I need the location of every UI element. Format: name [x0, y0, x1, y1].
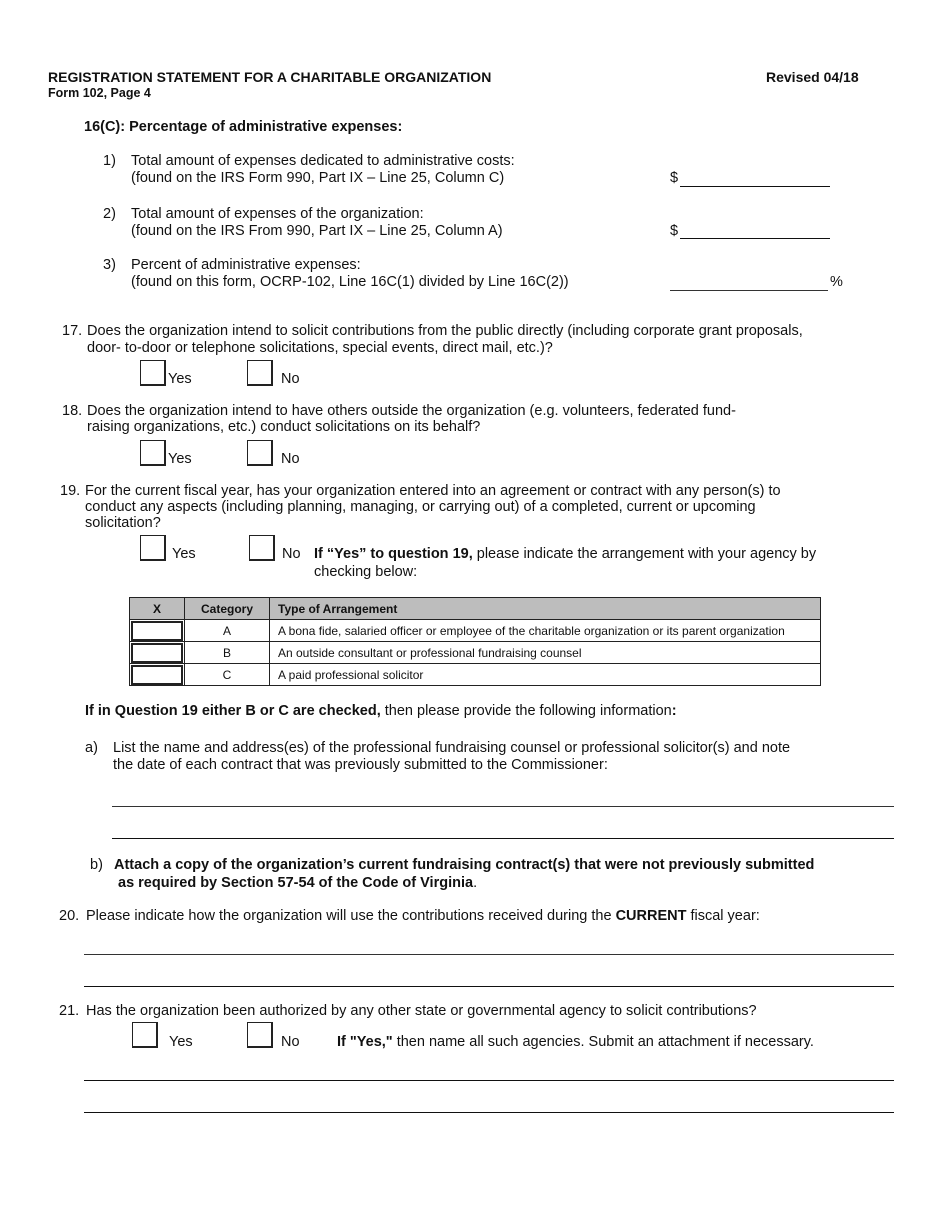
header-x: X	[130, 598, 185, 620]
q18-line1: Does the organization intend to have others outside the organization (e.g. volunteers, federated fund-	[87, 403, 736, 419]
form-title: REGISTRATION STATEMENT FOR A CHARITABLE ORGANIZATION	[48, 69, 492, 85]
q16c-3-line1: Percent of administrative expenses:	[131, 257, 361, 273]
q16c-2-line2: (found on the IRS From 990, Part IX – Line 25, Column A)	[131, 223, 503, 239]
row-b-check-cell	[130, 642, 185, 664]
q19-no-label: No	[282, 546, 301, 562]
row-b-type: An outside consultant or professional fundraising counsel	[270, 642, 821, 664]
table-row	[130, 664, 821, 686]
q21-line1: Has the organization been authorized by any other state or governmental agency to solicit contributions?	[86, 1003, 757, 1019]
q16c-2-amount-field[interactable]	[680, 238, 830, 239]
q19a-label: a)	[85, 740, 98, 756]
q16c-3-number: 3)	[103, 257, 116, 273]
q20-text-post: fiscal year:	[686, 908, 760, 924]
q17-line1: Does the organization intend to solicit contributions from the public directly (including corporate grant proposals,	[87, 323, 803, 339]
q21-number: 21.	[59, 1003, 80, 1019]
q19-line3: solicitation?	[85, 515, 161, 531]
q21-answer-line-1[interactable]	[84, 1080, 894, 1081]
q20-answer-line-1[interactable]	[84, 954, 894, 955]
q18-line2: raising organizations, etc.) conduct solicitations on its behalf?	[87, 419, 481, 435]
row-b-checkbox[interactable]	[131, 643, 183, 663]
q21-instruction	[337, 1034, 814, 1051]
row-a-type: A bona fide, salaried officer or employee of the charitable organization or its parent organization	[270, 620, 821, 642]
row-a-category: A	[185, 620, 270, 642]
q19b-line2-wrap	[118, 875, 477, 892]
q19-followup-bold: If in Question 19 either B or C are checked,	[85, 703, 381, 719]
q19b-label: b)	[90, 857, 103, 873]
arrangement-table-wrapper	[129, 597, 821, 686]
q19a-line1: List the name and address(es) of the professional fundraising counsel or professional solicitor(s) and note	[113, 740, 791, 756]
q20-number: 20.	[59, 908, 80, 924]
q19-followup	[85, 703, 677, 720]
q16c-2-line1: Total amount of expenses of the organization:	[131, 206, 424, 222]
q19-followup-colon: :	[671, 703, 677, 719]
table-row	[130, 642, 821, 664]
q19-instruction	[314, 546, 816, 563]
q19-no-checkbox[interactable]	[249, 535, 275, 561]
q19a-answer-line-2[interactable]	[112, 838, 894, 839]
q16c-1-line2: (found on the IRS Form 990, Part IX – Line 25, Column C)	[131, 170, 505, 186]
q16c-1-number: 1)	[103, 153, 116, 169]
q16c-3-percent-field[interactable]	[670, 290, 828, 291]
q19-followup-rest: then please provide the following information	[380, 703, 672, 719]
form-page-label: Form 102, Page 4	[48, 86, 151, 100]
q19-yes-checkbox[interactable]	[140, 535, 166, 561]
row-c-category: C	[185, 664, 270, 686]
q20-text-pre: Please indicate how the organization will use the contributions received during the	[86, 908, 616, 924]
q19b-end: .	[473, 875, 478, 891]
q19b-line1: Attach a copy of the organization’s current fundraising contract(s) that were not previously submitted	[114, 857, 815, 873]
q19a-line2: the date of each contract that was previously submitted to the Commissioner:	[113, 757, 608, 773]
q19-yes-label: Yes	[172, 546, 196, 562]
q19-number: 19.	[60, 483, 81, 499]
q18-yes-checkbox[interactable]	[140, 440, 166, 466]
q18-number: 18.	[62, 403, 83, 419]
q21-yes-label: Yes	[169, 1034, 193, 1050]
q19-instruction-line2: checking below:	[314, 564, 418, 580]
q17-number: 17.	[62, 323, 83, 339]
q19a-answer-line-1[interactable]	[112, 806, 894, 807]
q16c-3-percent-sign: %	[830, 274, 843, 290]
q21-no-checkbox[interactable]	[247, 1022, 273, 1048]
arrangement-table-header	[130, 598, 821, 620]
header-type: Type of Arrangement	[270, 598, 821, 620]
revision-date: Revised 04/18	[766, 69, 859, 85]
q17-yes-checkbox[interactable]	[140, 360, 166, 386]
q19-instruction-rest: please indicate the arrangement with your agency by	[472, 546, 817, 562]
q16c-heading: 16(C): Percentage of administrative expenses:	[84, 119, 403, 135]
header-category: Category	[185, 598, 270, 620]
q20-text	[86, 908, 760, 925]
q19-line2: conduct any aspects (including planning, managing, or carrying out) of a completed, current or upcoming	[85, 499, 756, 515]
q18-no-checkbox[interactable]	[247, 440, 273, 466]
row-c-checkbox[interactable]	[131, 665, 183, 685]
q16c-2-number: 2)	[103, 206, 116, 222]
q19b-line2: as required by Section 57-54 of the Code of Virginia	[118, 875, 474, 891]
row-a-checkbox[interactable]	[131, 621, 183, 641]
table-row	[130, 620, 821, 642]
q16c-1-dollar: $	[670, 170, 679, 186]
arrangement-table	[129, 597, 821, 686]
q18-yes-label: Yes	[168, 451, 192, 467]
q17-yes-label: Yes	[168, 371, 192, 387]
row-b-category: B	[185, 642, 270, 664]
row-a-check-cell	[130, 620, 185, 642]
q16c-2-dollar: $	[670, 223, 679, 239]
q21-no-label: No	[281, 1034, 300, 1050]
q20-text-bold: CURRENT	[615, 908, 687, 924]
q21-instruction-bold: If "Yes,"	[337, 1034, 393, 1050]
row-c-check-cell	[130, 664, 185, 686]
q16c-1-amount-field[interactable]	[680, 186, 830, 187]
row-c-type: A paid professional solicitor	[270, 664, 821, 686]
q17-no-checkbox[interactable]	[247, 360, 273, 386]
q16c-1-line1: Total amount of expenses dedicated to administrative costs:	[131, 153, 515, 169]
q16c-3-line2: (found on this form, OCRP-102, Line 16C(1) divided by Line 16C(2))	[131, 274, 569, 290]
q21-yes-checkbox[interactable]	[132, 1022, 158, 1048]
q17-no-label: No	[281, 371, 300, 387]
q17-line2: door- to-door or telephone solicitations, special events, direct mail, etc.)?	[87, 340, 553, 356]
q19-line1: For the current fiscal year, has your organization entered into an agreement or contract with any person(s) to	[85, 483, 781, 499]
q21-answer-line-2[interactable]	[84, 1112, 894, 1113]
q20-answer-line-2[interactable]	[84, 986, 894, 987]
q19-instruction-bold: If “Yes” to question 19,	[314, 546, 473, 562]
q18-no-label: No	[281, 451, 300, 467]
q21-instruction-rest: then name all such agencies. Submit an attachment if necessary.	[392, 1034, 814, 1050]
